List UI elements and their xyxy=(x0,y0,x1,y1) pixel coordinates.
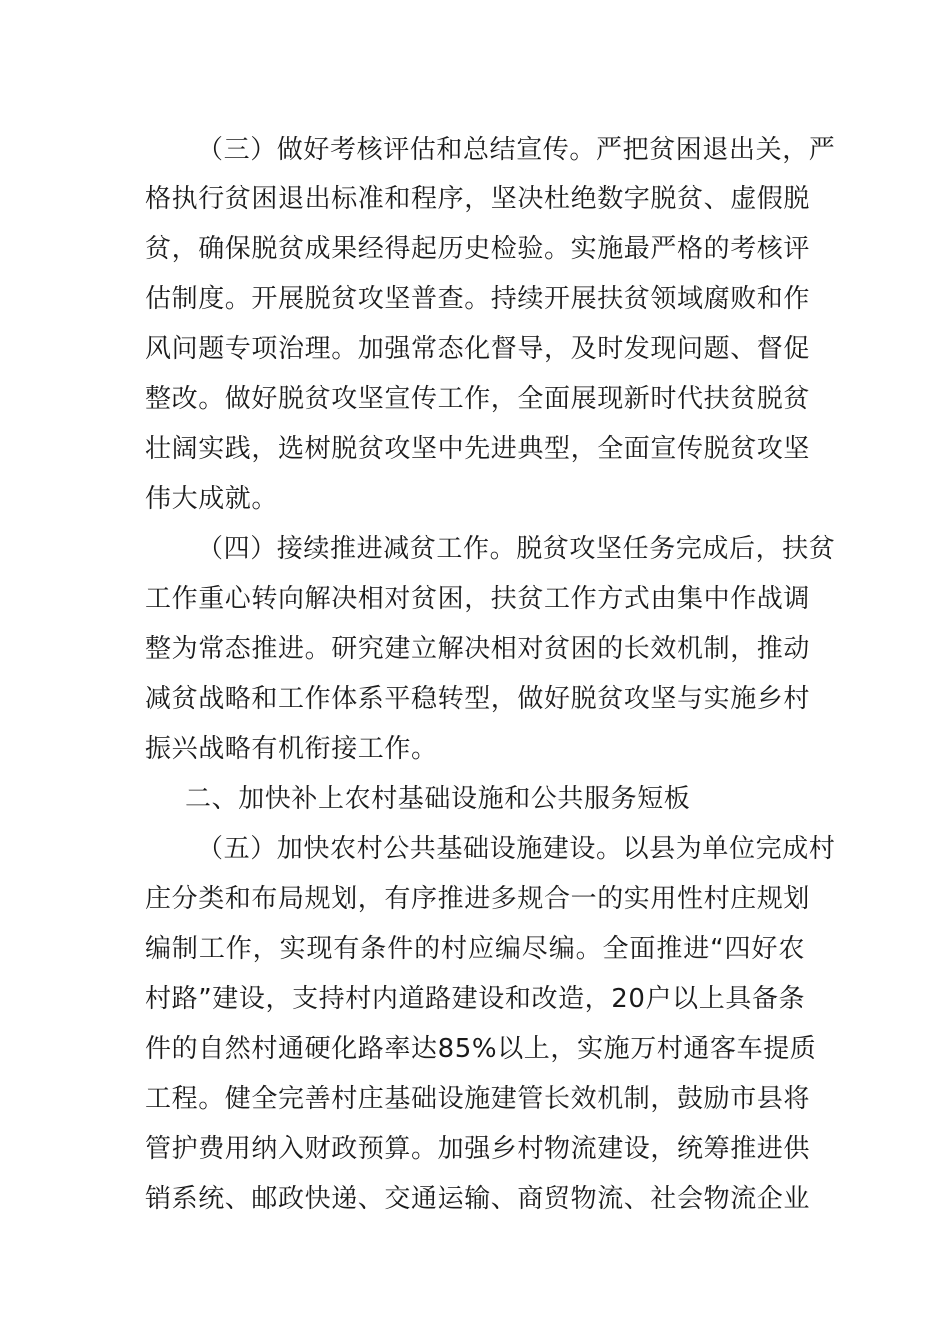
paragraph-line: 工程。健全完善村庄基础设施建管长效机制，鼓励市县将 xyxy=(145,1084,811,1114)
paragraph-line: （三）做好考核评估和总结宣传。严把贫困退出关，严 xyxy=(197,135,836,165)
section-heading: 二、加快补上农村基础设施和公共服务短板 xyxy=(185,784,691,814)
paragraph-line: 编制工作，实现有条件的村应编尽编。全面推进“四好农 xyxy=(145,934,805,964)
paragraph-line: 格执行贫困退出标准和程序，坚决杜绝数字脱贫、虚假脱 xyxy=(145,184,811,214)
paragraph-line: 减贫战略和工作体系平稳转型，做好脱贫攻坚与实施乡村 xyxy=(145,684,811,714)
paragraph-line: 风问题专项治理。加强常态化督导，及时发现问题、督促 xyxy=(145,334,811,364)
paragraph-line: 伟大成就。 xyxy=(145,484,279,514)
paragraph-line: 振兴战略有机衔接工作。 xyxy=(145,734,438,764)
paragraph-line: （四）接续推进减贫工作。脱贫攻坚任务完成后，扶贫 xyxy=(197,534,836,564)
paragraph-line: 壮阔实践，选树脱贫攻坚中先进典型，全面宣传脱贫攻坚 xyxy=(145,434,811,464)
paragraph-line: 庄分类和布局规划，有序推进多规合一的实用性村庄规划 xyxy=(145,884,811,914)
paragraph-line: 件的自然村通硬化路率达85%以上，实施万村通客车提质 xyxy=(145,1034,817,1064)
paragraph-line: 贫，确保脱贫成果经得起历史检验。实施最严格的考核评 xyxy=(145,234,811,264)
paragraph-line: 工作重心转向解决相对贫困，扶贫工作方式由集中作战调 xyxy=(145,584,811,614)
paragraph-line: 管护费用纳入财政预算。加强乡村物流建设，统筹推进供 xyxy=(145,1134,811,1164)
paragraph-line: （五）加快农村公共基础设施建设。以县为单位完成村 xyxy=(197,834,836,864)
paragraph-line: 估制度。开展脱贫攻坚普查。持续开展扶贫领域腐败和作 xyxy=(145,284,811,314)
paragraph-line: 村路”建设，支持村内道路建设和改造，20户以上具备条 xyxy=(145,984,806,1014)
paragraph-line: 整改。做好脱贫攻坚宣传工作，全面展现新时代扶贫脱贫 xyxy=(145,384,811,414)
paragraph-line: 销系统、邮政快递、交通运输、商贸物流、社会物流企业 xyxy=(145,1184,811,1214)
paragraph-line: 整为常态推进。研究建立解决相对贫困的长效机制，推动 xyxy=(145,634,811,664)
